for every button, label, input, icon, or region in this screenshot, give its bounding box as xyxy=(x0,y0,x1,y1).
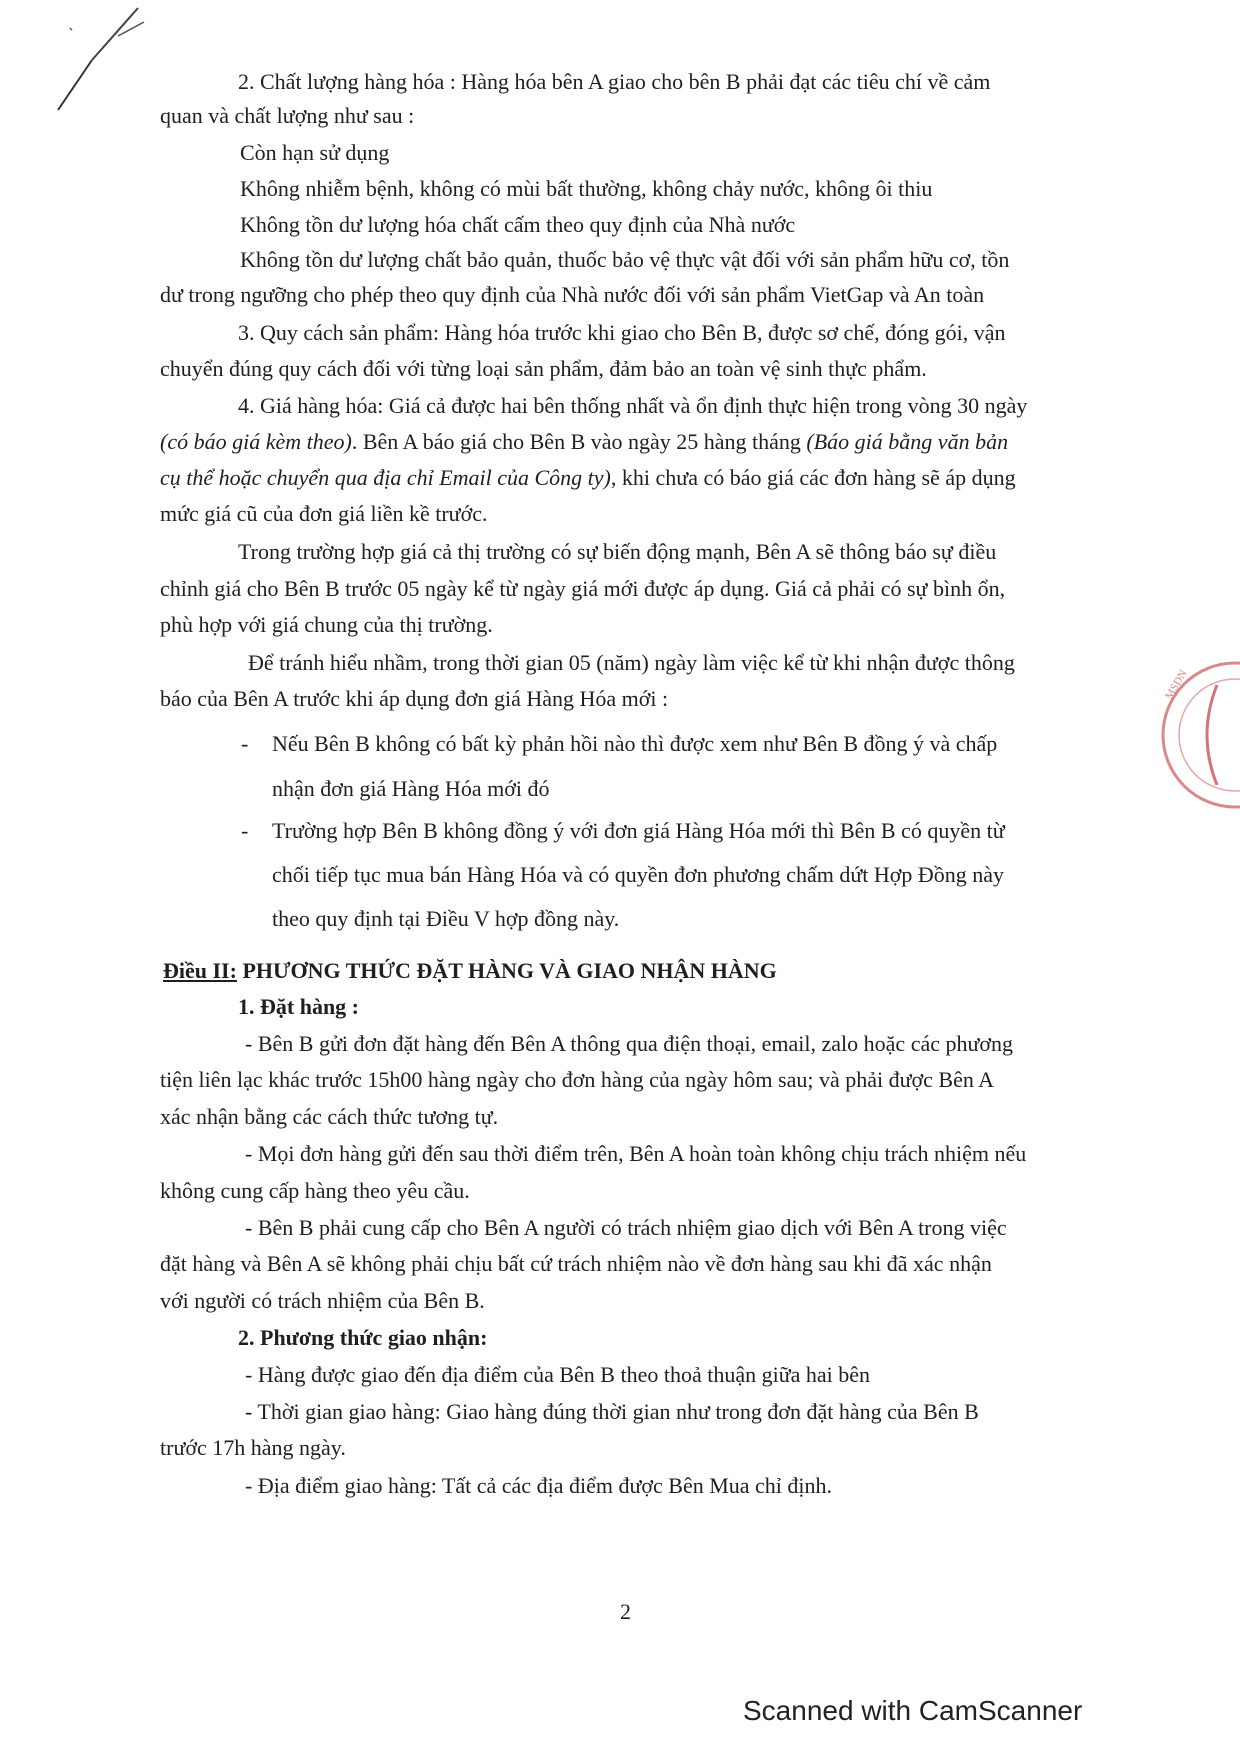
price-paragraph-line-3 xyxy=(160,465,1016,491)
price-paragraph-line-4: mức giá cũ của đơn giá liền kề trước. xyxy=(160,501,488,526)
price-note-italic-2: (Báo giá bằng văn bản xyxy=(806,429,1009,454)
ordering-item-2-line-1: - Mọi đơn hàng gửi đến sau thời điểm trên, Bên A hoàn toàn không chịu trách nhiệm nếu xyxy=(245,1141,1027,1166)
quality-paragraph-line-1: 2. Chất lượng hàng hóa : Hàng hóa bên A giao cho bên B phải đạt các tiêu chí về cảm xyxy=(238,69,991,94)
section-heading xyxy=(163,958,777,984)
delivery-item-2-line-2: trước 17h hàng ngày. xyxy=(160,1435,346,1460)
bullet-1-line-2: nhận đơn giá Hàng Hóa mới đó xyxy=(272,776,550,801)
quality-criterion-4-line-2: dư trong ngưỡng cho phép theo quy định của Nhà nước đối với sản phẩm VietGap và An toàn xyxy=(160,282,985,307)
quality-criterion-2: Không nhiễm bệnh, không có mùi bất thường, không chảy nước, không ôi thiu xyxy=(240,176,933,201)
bullet-2-line-2: chối tiếp tục mua bán Hàng Hóa và có quyền đơn phương chấm dứt Hợp Đồng này xyxy=(272,862,1005,887)
bullet-dash-1: - xyxy=(241,731,249,756)
market-paragraph-line-3: phù hợp với giá chung của thị trường. xyxy=(160,612,493,637)
notice-paragraph-line-2: báo của Bên A trước khi áp dụng đơn giá Hàng Hóa mới : xyxy=(160,686,669,711)
page-number: 2 xyxy=(620,1599,631,1624)
quality-paragraph-line-2: quan và chất lượng như sau : xyxy=(160,103,415,128)
delivery-item-1: - Hàng được giao đến địa điểm của Bên B theo thoả thuận giữa hai bên xyxy=(245,1362,871,1387)
bullet-dash-2: - xyxy=(241,818,249,843)
price-note-italic-3: cụ thể hoặc chuyển qua địa chỉ Email của Công ty) xyxy=(160,465,611,490)
bullet-2-line-3: theo quy định tại Điều V hợp đồng này. xyxy=(272,906,620,931)
ordering-item-3-line-3: với người có trách nhiệm của Bên B. xyxy=(160,1288,485,1313)
subheading-ordering: 1. Đặt hàng : xyxy=(238,994,360,1019)
market-paragraph-line-1: Trong trường hợp giá cả thị trường có sự biến động mạnh, Bên A sẽ thông báo sự điều xyxy=(238,539,997,564)
price-note-italic: (có báo giá kèm theo) xyxy=(160,429,352,454)
bullet-1-line-1: Nếu Bên B không có bất kỳ phản hồi nào thì được xem như Bên B đồng ý và chấp xyxy=(272,731,998,756)
ordering-item-1-line-2: tiện liên lạc khác trước 15h00 hàng ngày cho đơn hàng của ngày hôm sau; và phải được Bên A xyxy=(160,1067,995,1092)
pen-mark-decoration xyxy=(40,0,160,120)
ordering-item-2-line-2: không cung cấp hàng theo yêu cầu. xyxy=(160,1178,470,1203)
delivery-item-2-line-1: - Thời gian giao hàng: Giao hàng đúng thời gian như trong đơn đặt hàng của Bên B xyxy=(245,1399,979,1424)
price-paragraph-line-1: 4. Giá hàng hóa: Giá cả được hai bên thống nhất và ổn định thực hiện trong vòng 30 ngày xyxy=(238,393,1028,418)
section-heading-title: PHƯƠNG THỨC ĐẶT HÀNG VÀ GIAO NHẬN HÀNG xyxy=(236,958,777,983)
price-text-2: , khi chưa có báo giá các đơn hàng sẽ áp dụng xyxy=(610,465,1016,490)
quality-criterion-1: Còn hạn sử dụng xyxy=(240,140,390,165)
notice-paragraph-line-1: Để tránh hiểu nhầm, trong thời gian 05 (năm) ngày làm việc kể từ khi nhận được thông xyxy=(248,650,1015,675)
market-paragraph-line-2: chỉnh giá cho Bên B trước 05 ngày kể từ ngày giá mới được áp dụng. Giá cả phải có sự bình ổn, xyxy=(160,576,1006,601)
spec-paragraph-line-1: 3. Quy cách sản phẩm: Hàng hóa trước khi giao cho Bên B, được sơ chế, đóng gói, vận xyxy=(238,320,1006,345)
quality-criterion-4-line-1: Không tồn dư lượng chất bảo quản, thuốc bảo vệ thực vật đối với sản phẩm hữu cơ, tồn xyxy=(240,247,1010,272)
bullet-2-line-1: Trường hợp Bên B không đồng ý với đơn giá Hàng Hóa mới thì Bên B có quyền từ xyxy=(272,818,1005,843)
section-heading-prefix: Điều II: xyxy=(163,958,237,983)
ordering-item-3-line-2: đặt hàng và Bên A sẽ không phải chịu bất cứ trách nhiệm nào về đơn hàng sau khi đã xác nhận xyxy=(160,1251,992,1276)
ordering-item-3-line-1: - Bên B phải cung cấp cho Bên A người có trách nhiệm giao dịch với Bên A trong việc xyxy=(245,1215,1007,1240)
subheading-delivery: 2. Phương thức giao nhận: xyxy=(238,1325,488,1350)
spec-paragraph-line-2: chuyển đúng quy cách đối với từng loại sản phẩm, đảm bảo an toàn vệ sinh thực phẩm. xyxy=(160,356,927,381)
svg-text:MSDN: MSDN xyxy=(1163,667,1190,702)
scanner-watermark: Scanned with CamScanner xyxy=(743,1695,1083,1726)
quality-criterion-3: Không tồn dư lượng hóa chất cấm theo quy định của Nhà nước xyxy=(240,212,796,237)
price-paragraph-line-2 xyxy=(160,429,1008,455)
price-text: . Bên A báo giá cho Bên B vào ngày 25 hàng tháng xyxy=(351,429,807,454)
ordering-item-1-line-3: xác nhận bằng các cách thức tương tự. xyxy=(160,1104,499,1129)
red-seal-stamp xyxy=(1135,640,1240,840)
delivery-item-3: - Địa điểm giao hàng: Tất cả các địa điểm được Bên Mua chỉ định. xyxy=(245,1473,833,1498)
ordering-item-1-line-1: - Bên B gửi đơn đặt hàng đến Bên A thông qua điện thoại, email, zalo hoặc các phương xyxy=(245,1031,1014,1056)
